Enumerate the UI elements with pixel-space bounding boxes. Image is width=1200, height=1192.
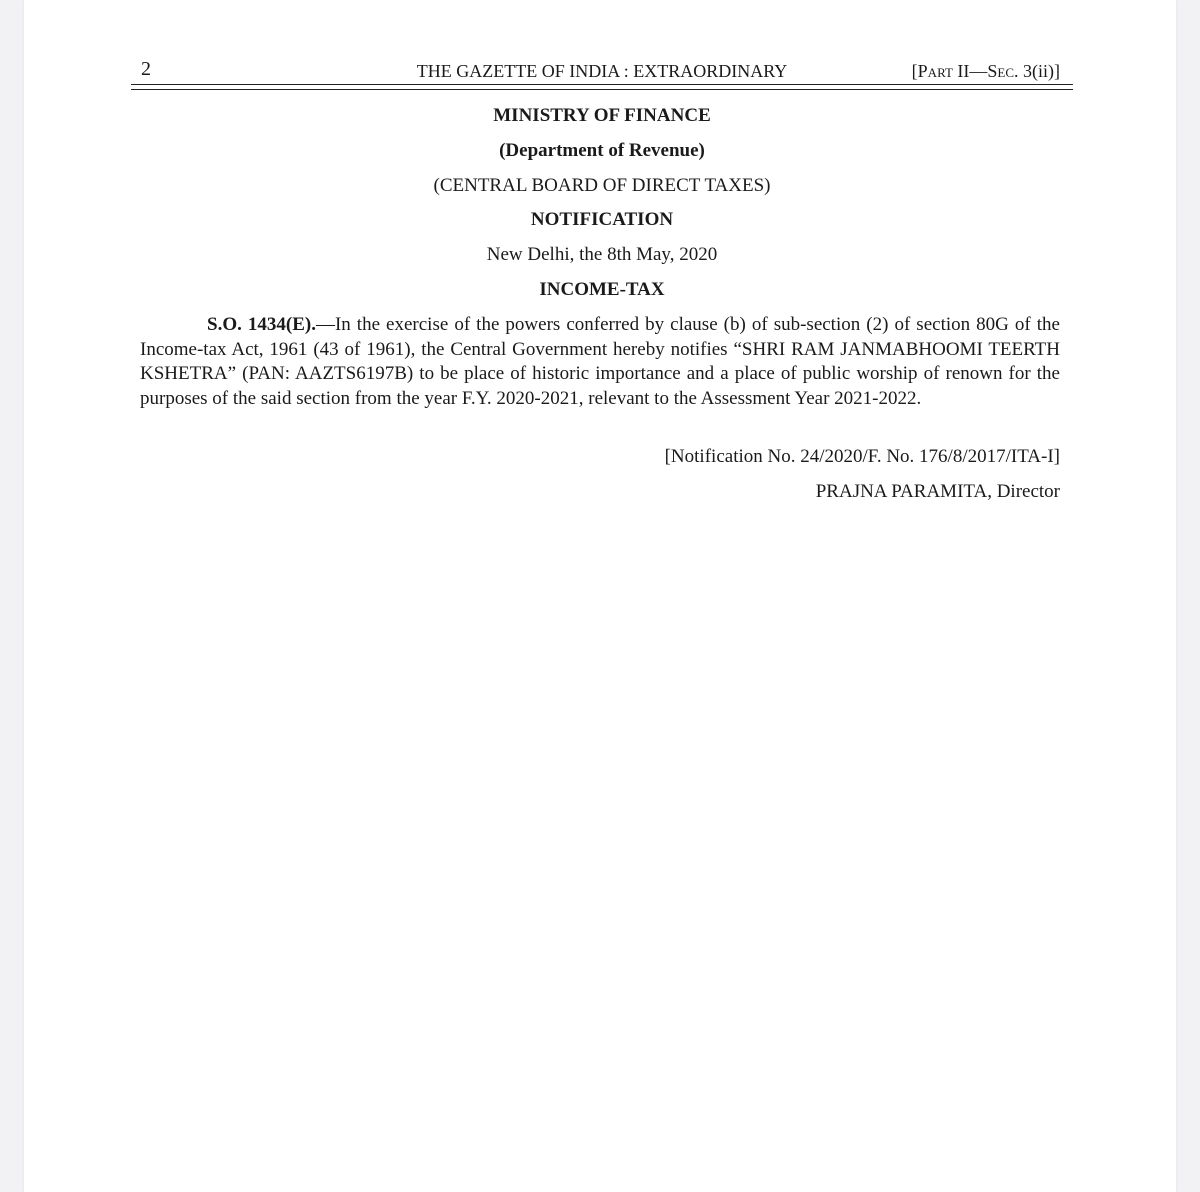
- page-number: 2: [141, 58, 151, 80]
- page-header: [131, 58, 1073, 84]
- board-heading: (CENTRAL BOARD OF DIRECT TAXES): [433, 175, 771, 196]
- signatory: PRAJNA PARAMITA, Director: [815, 481, 1060, 502]
- part-prefix: [: [911, 61, 918, 81]
- notification-number: S.O. 1434(E).: [207, 314, 316, 335]
- subject-heading: INCOME-TAX: [539, 279, 665, 300]
- part-suffix: 3(ii)]: [1018, 61, 1060, 81]
- ministry-heading: MINISTRY OF FINANCE: [493, 105, 711, 126]
- notification-body: [140, 313, 1060, 411]
- header-rule-bottom: [131, 89, 1073, 90]
- department-heading: (Department of Revenue): [499, 140, 705, 161]
- gazette-title: THE GAZETTE OF INDIA : EXTRAORDINARY: [416, 61, 788, 81]
- header-rule-top: [131, 84, 1073, 85]
- notification-text: —In the exercise of the powers conferred by clause (b) of sub-section (2) of section 80G of the Income-tax Act, 1961 (43 of 1961), the Central Government hereby notifies “SHRI RAM JANMABHOOMI TEERTH KSHETRA” (PAN: AAZTS6197B) to be place of historic importance and a place of public worship of renown for the purposes of the said section from the year F.Y. 2020-2021, relevant to the Assessment Year 2021-2022.: [140, 314, 1060, 409]
- place-date: New Delhi, the 8th May, 2020: [486, 244, 718, 265]
- notification-reference: [Notification No. 24/2020/F. No. 176/8/2017/ITA-I]: [664, 446, 1060, 467]
- gazette-page: [24, 0, 1176, 1192]
- part-section-label: [912, 61, 1060, 82]
- notification-heading: NOTIFICATION: [530, 209, 674, 230]
- part-label: Part II—Sec.: [917, 61, 1019, 81]
